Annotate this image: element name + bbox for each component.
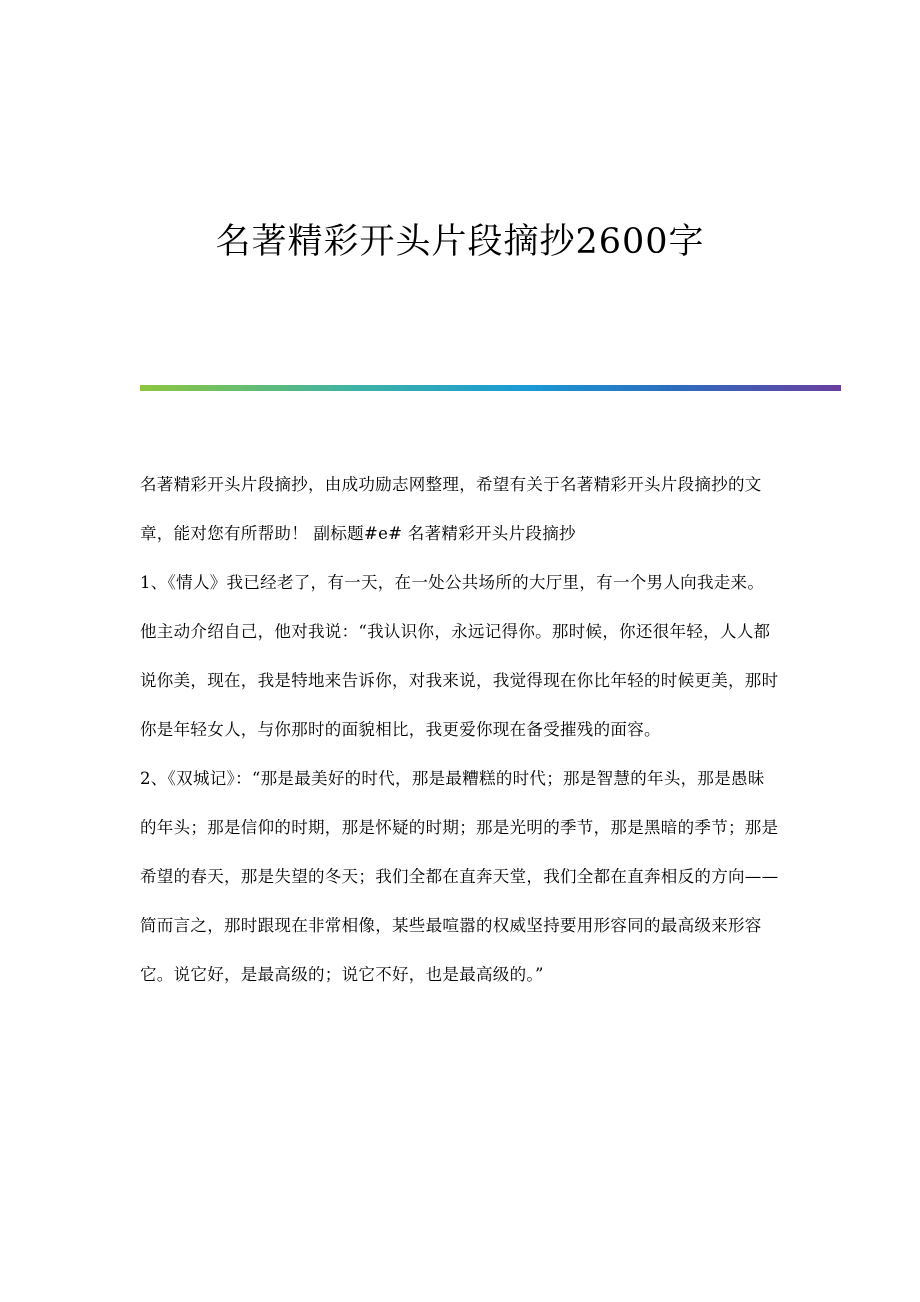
excerpt-paragraph-lover: 1、《情人》我已经老了，有一天，在一处公共场所的大厅里，有一个男人向我走来。他主动介绍自己，他对我说：“我认识你，永远记得你。那时候，你还很年轻，人人都说你美，现在，我是特地来告诉你，对我来说，我觉得现在你比年轻的时候更美，那时你是年轻女人，与你那时的面貌相比，我更爱你现在备受摧残的面容。 [140, 573, 779, 739]
intro-paragraph: 名著精彩开头片段摘抄，由成功励志网整理，希望有关于名著精彩开头片段摘抄的文章，能对您有所帮助！ 副标题#e# 名著精彩开头片段摘抄 [140, 475, 762, 543]
title-divider [140, 385, 841, 391]
document-title: 名著精彩开头片段摘抄2600字 [215, 222, 705, 262]
document-body [140, 460, 780, 999]
excerpt-paragraph-two-cities: 2、《双城记》：“那是最美好的时代，那是最糟糕的时代；那是智慧的年头，那是愚昧的年头；那是信仰的时期，那是怀疑的时期；那是光明的季节，那是黑暗的季节；那是希望的春天，那是失望的冬天；我们全都在直奔天堂，我们全都在直奔相反的方向——简而言之，那时跟现在非常相像，某些最喧嚣的权威坚持要用形容同的最高级来形容它。说它好，是最高级的；说它不好，也是最高级的。” [140, 769, 779, 984]
